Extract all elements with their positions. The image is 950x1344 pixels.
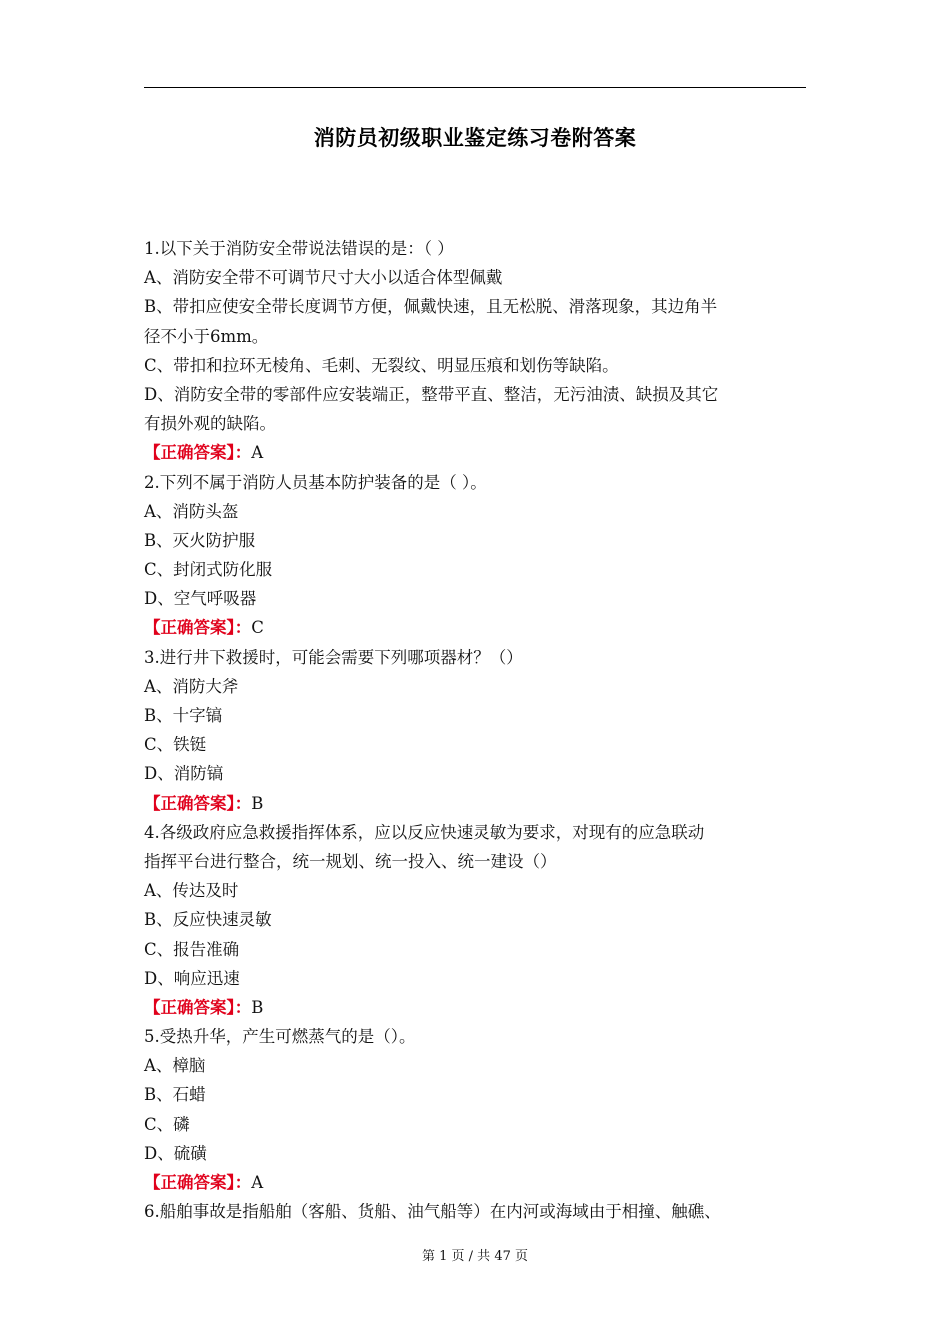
question-stem: 4.各级政府应急救援指挥体系，应以反应快速灵敏为要求，对现有的应急联动 bbox=[144, 822, 705, 842]
question-stem: 指挥平台进行整合，统一规划、统一投入、统一建设（） bbox=[144, 851, 557, 871]
answer-label: 【正确答案】： bbox=[144, 618, 252, 638]
document-title: 消防员初级职业鉴定练习卷附答案 bbox=[313, 126, 637, 150]
question-option: D、响应迅速 bbox=[144, 968, 240, 988]
question-option: B、带扣应使安全带长度调节方便，佩戴快速，且无松脱、滑落现象，其边角半 bbox=[144, 297, 718, 317]
question-option: 有损外观的缺陷。 bbox=[144, 414, 276, 434]
question-option: A、传达及时 bbox=[144, 881, 239, 901]
answer-value: C bbox=[251, 618, 264, 638]
answer-label: 【正确答案】： bbox=[144, 443, 252, 463]
question-option: D、消防安全带的零部件应安装端正，整带平直、整洁，无污油渍、缺损及其它 bbox=[144, 384, 719, 404]
answer-row bbox=[144, 789, 808, 818]
question-stem: 5.受热升华，产生可燃蒸气的是（）。 bbox=[144, 1027, 416, 1047]
page-footer: 第 1 页 / 共 47 页 bbox=[422, 1249, 528, 1264]
question-option: D、消防镐 bbox=[144, 764, 224, 784]
question-option: C、报告准确 bbox=[144, 939, 240, 959]
question-option: B、反应快速灵敏 bbox=[144, 910, 272, 930]
header-rule bbox=[144, 87, 806, 88]
question-stem: 2.下列不属于消防人员基本防护装备的是（ ）。 bbox=[144, 472, 487, 492]
question-option: A、消防安全带不可调节尺寸大小以适合体型佩戴 bbox=[144, 268, 503, 288]
question-stem: 3.进行井下救援时，可能会需要下列哪项器材？（） bbox=[144, 647, 523, 667]
question-option: D、硫磺 bbox=[144, 1143, 207, 1163]
question-option: B、十字镐 bbox=[144, 706, 223, 725]
answer-label: 【正确答案】： bbox=[144, 793, 252, 813]
question-option: A、消防头盔 bbox=[144, 501, 239, 521]
question-option: C、带扣和拉环无棱角、毛刺、无裂纹、明显压痕和划伤等缺陷。 bbox=[144, 355, 619, 375]
answer-label: 【正确答案】： bbox=[144, 1173, 252, 1192]
answer-row bbox=[144, 993, 808, 1022]
question-stem: 1.以下关于消防安全带说法错误的是：（ ） bbox=[144, 239, 454, 258]
answer-value: A bbox=[251, 1173, 264, 1192]
question-stem: 6.船舶事故是指船舶（客船、货船、油气船等）在内河或海域由于相撞、触礁、 bbox=[144, 1202, 721, 1222]
question-option: 径不小于6mm。 bbox=[144, 326, 269, 346]
answer-value: A bbox=[251, 443, 264, 463]
question-option: A、樟脑 bbox=[144, 1056, 206, 1076]
question-option: C、铁铤 bbox=[144, 735, 207, 755]
question-option: B、石蜡 bbox=[144, 1085, 206, 1105]
answer-row bbox=[144, 1168, 808, 1197]
answer-value: B bbox=[251, 793, 264, 813]
question-option: D、空气呼吸器 bbox=[144, 589, 257, 609]
question-option: C、封闭式防化服 bbox=[144, 560, 273, 580]
question-option: B、灭火防护服 bbox=[144, 530, 256, 550]
answer-row bbox=[144, 438, 808, 467]
question-option: A、消防大斧 bbox=[144, 676, 239, 696]
answer-label: 【正确答案】： bbox=[144, 997, 252, 1017]
question-list bbox=[144, 234, 808, 1226]
answer-row bbox=[144, 613, 808, 642]
question-option: C、磷 bbox=[144, 1114, 190, 1134]
answer-value: B bbox=[251, 997, 264, 1017]
